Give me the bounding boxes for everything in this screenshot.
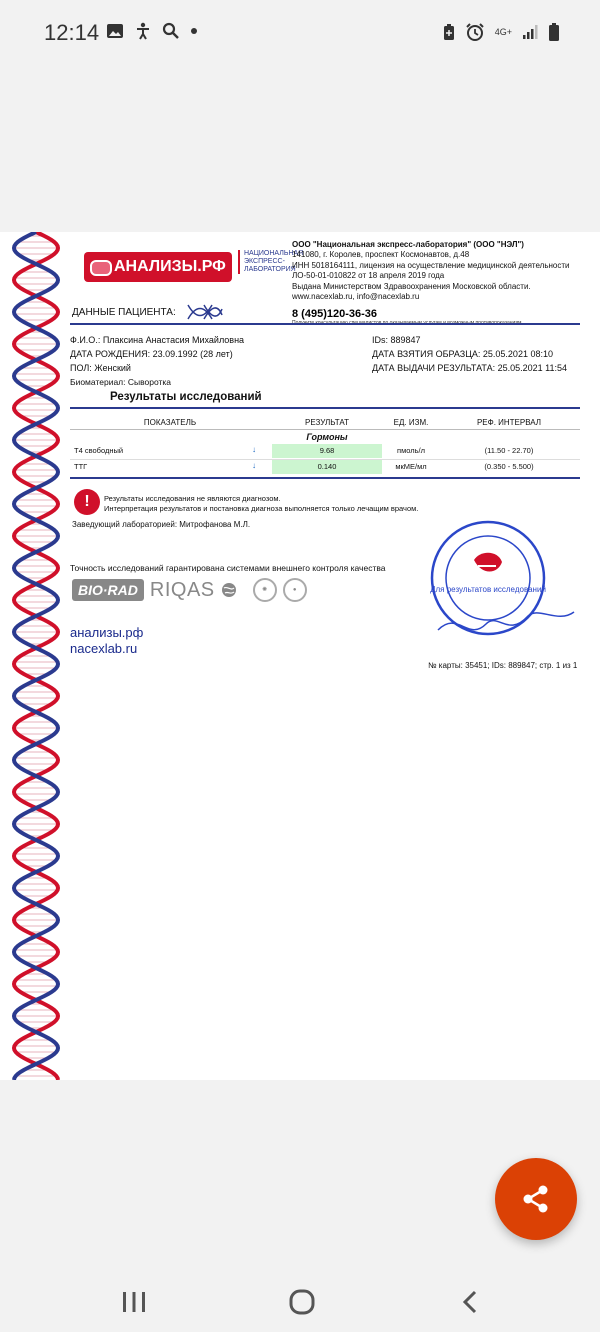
image-icon <box>106 23 124 39</box>
col-header-indicator: ПОКАЗАТЕЛЬ <box>143 418 197 427</box>
arrow-down-icon: ↓ <box>252 461 256 470</box>
header-divider <box>70 323 580 325</box>
accessibility-icon <box>134 22 152 40</box>
dna-small-icon <box>186 303 224 321</box>
site-link-analizy[interactable]: анализы.рф <box>70 625 144 640</box>
patient-sex: ПОЛ: Женский <box>70 363 131 373</box>
sample-date: ДАТА ВЗЯТИЯ ОБРАЗЦА: 25.05.2021 08:10 <box>372 349 553 359</box>
system-icons <box>443 22 560 42</box>
nel-logo: НАЦИОНАЛЬНАЯ ЭКСПРЕСС-ЛАБОРАТОРИЯ <box>238 250 294 274</box>
row-name: ТТГ <box>74 462 88 471</box>
head-of-lab: Заведующий лабораторией: Митрофанова М.Л. <box>72 520 251 529</box>
row-unit: пмоль/л <box>397 446 425 455</box>
signal-icon <box>522 24 538 40</box>
arrow-down-icon: ↓ <box>252 445 256 454</box>
stamp-text: Для результатов исследований <box>430 585 546 594</box>
test-tube-icon <box>90 260 112 276</box>
row-ref: (11.50 - 22.70) <box>484 446 534 455</box>
lab-phone: 8 (495)120-36-36 <box>292 308 378 320</box>
biorad-logo: BIO·RAD <box>72 579 144 601</box>
dna-helix-decoration <box>8 232 64 1080</box>
recent-apps-button[interactable] <box>114 1282 154 1322</box>
search-icon <box>162 22 180 40</box>
notification-icons <box>106 22 198 40</box>
recent-apps-icon <box>121 1290 147 1314</box>
organization-stamp <box>428 520 578 650</box>
quality-logos <box>72 578 307 602</box>
patient-ids: IDs: 889847 <box>372 335 421 345</box>
site-link-nacexlab[interactable]: nacexlab.ru <box>70 641 138 656</box>
row-ref: (0.350 - 5.500) <box>484 462 534 471</box>
patient-fio: Ф.И.О.: Плаксина Анастасия Михайловна <box>70 335 245 345</box>
home-icon <box>288 1288 316 1316</box>
seal-icon: ✺ <box>253 578 277 602</box>
row-result: 9.68 <box>319 446 335 455</box>
home-button[interactable] <box>282 1282 322 1322</box>
header-divider-line <box>70 429 580 430</box>
back-icon <box>460 1289 480 1315</box>
col-header-ref: РЕФ. ИНТЕРВАЛ <box>476 418 542 427</box>
row-result: 0.140 <box>317 462 337 471</box>
battery-icon <box>548 22 560 42</box>
quality-statement: Точность исследований гарантирована системами внешнего контроля качества <box>70 563 386 573</box>
back-button[interactable] <box>450 1282 490 1322</box>
organization-info: ООО "Национальная экспресс-лаборатория" (ООО "НЭЛ") 141080, г. Королев, проспект Космонавтов, д.48 ИНН 5018164111, лицензия на осуществление медицинской деятельности ЛО-50-01-010822 от 18 апреля 2019 года Выдана Министерством Здравоохранения Московской области. www.nacexlab.ru, info@nacexlab.ru <box>292 240 570 302</box>
row-unit: мкМЕ/мл <box>395 462 427 471</box>
navigation-bar <box>0 1262 600 1332</box>
clock: 12:14 <box>44 20 100 45</box>
row-name: Т4 свободный <box>74 446 124 455</box>
patient-birth-date: ДАТА РОЖДЕНИЯ: 23.09.1992 (28 лет) <box>70 349 233 359</box>
table-top-border <box>70 407 580 409</box>
fsvok-icon: ● <box>283 578 307 602</box>
globe-icon <box>221 582 237 598</box>
section-hormones: Гормоны <box>306 432 348 442</box>
patient-data-label: ДАННЫЕ ПАЦИЕНТА: <box>72 307 176 318</box>
patient-biomaterial: Биоматериал: Сыворотка <box>70 377 172 387</box>
battery-saver-icon <box>443 23 455 41</box>
riqas-logo: RIQAS <box>149 578 215 601</box>
card-info: № карты: 35451; IDs: 889847; стр. 1 из 1 <box>428 661 578 670</box>
lab-report-document[interactable] <box>0 232 600 1080</box>
col-header-result: РЕЗУЛЬТАТ <box>305 418 349 427</box>
status-bar <box>0 0 600 64</box>
disclaimer: Результаты исследования не являются диагнозом. Интерпретация результатов и постановка диагноза выполняется только лечащим врачом. <box>104 494 419 513</box>
network-type: 4G+ <box>494 26 512 37</box>
analizy-logo: АНАЛИЗЫ.РФ <box>84 252 232 282</box>
alarm-icon <box>465 22 485 42</box>
share-icon <box>521 1184 551 1214</box>
share-button[interactable] <box>495 1158 577 1240</box>
warning-icon: ! <box>74 489 100 515</box>
result-date: ДАТА ВЫДАЧИ РЕЗУЛЬТАТА: 25.05.2021 11:54 <box>372 363 568 373</box>
results-title: Результаты исследований <box>110 391 262 403</box>
dot-icon <box>190 27 198 35</box>
col-header-unit: ЕД. ИЗМ. <box>393 418 429 427</box>
table-bottom-border <box>70 477 580 479</box>
